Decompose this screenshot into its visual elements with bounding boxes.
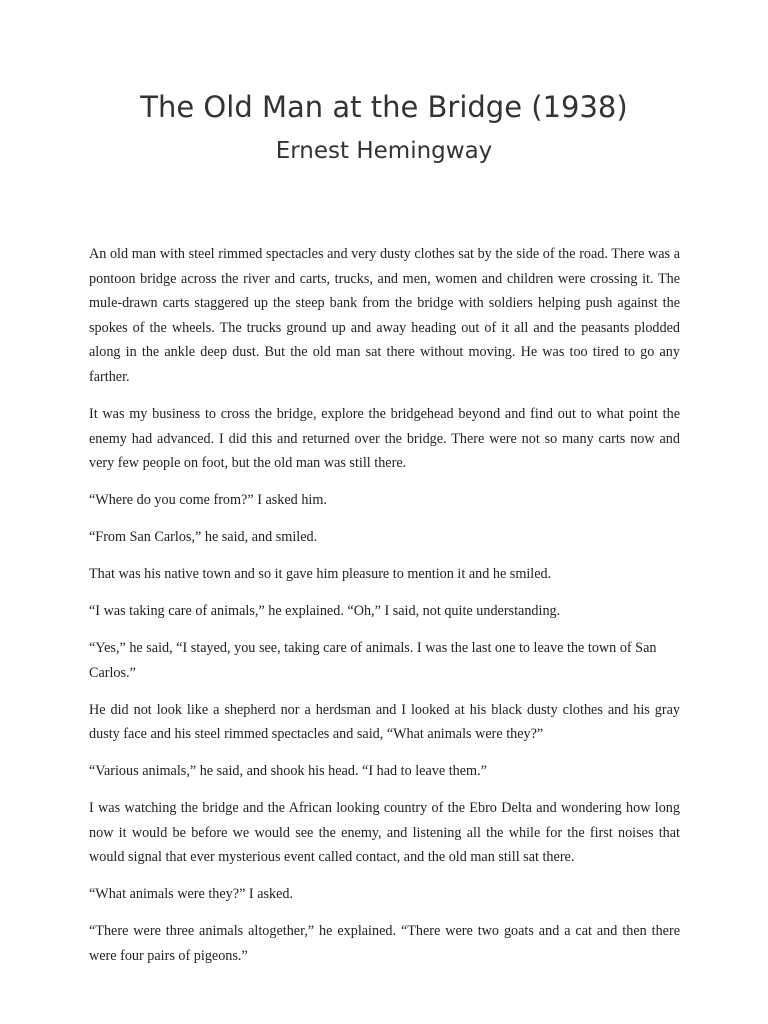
- paragraph-12: “There were three animals altogether,” he explained. “There were two goats and a cat and then there were four pairs of pigeons.”: [89, 923, 680, 964]
- paragraph-4: “From San Carlos,” he said, and smiled.: [89, 529, 318, 546]
- paragraph-5: That was his native town and so it gave him pleasure to mention it and he smiled.: [89, 566, 552, 583]
- document-title: The Old Man at the Bridge (1938): [140, 90, 628, 124]
- paragraph-6: “I was taking care of animals,” he explained. “Oh,” I said, not quite understanding.: [89, 603, 561, 620]
- paragraph-2: It was my business to cross the bridge, explore the bridgehead beyond and find out to what point the enemy had advanced. I did this and returned over the bridge. There were not so many carts now and very few people on foot, but the old man was still there.: [89, 405, 680, 472]
- paragraph-10: I was watching the bridge and the African looking country of the Ebro Delta and wondering how long now it would be before we would see the enemy, and listening all the while for the first noises that would signal that ever mysterious event called contact, and the old man still sat there.: [89, 800, 680, 866]
- paragraph-11: “What animals were they?” I asked.: [89, 886, 294, 903]
- paragraph-1: An old man with steel rimmed spectacles and very dusty clothes sat by the side of the road. There was a pontoon bridge across the river and carts, trucks, and men, women and children were crossing it. The mule-drawn carts staggered up the steep bank from the bridge with soldiers helping push against the spokes of the wheels. The trucks ground up and away heading out of it all and the peasants plodded along in the ankle deep dust. But the old man sat there without moving. He was too tired to go any farther.: [89, 246, 680, 385]
- paragraph-8: He did not look like a shepherd nor a herdsman and I looked at his black dusty clothes and his gray dusty face and his steel rimmed spectacles and said, “What animals were they?”: [89, 701, 680, 743]
- document-author: Ernest Hemingway: [275, 138, 493, 164]
- paragraph-3: “Where do you come from?” I asked him.: [89, 492, 327, 509]
- story-body: [89, 242, 680, 981]
- paragraph-7: “Yes,” he said, “I stayed, you see, taking care of animals. I was the last one to leave the town of San Carlos.”: [89, 640, 657, 681]
- paragraph-9: “Various animals,” he said, and shook his head. “I had to leave them.”: [89, 763, 487, 780]
